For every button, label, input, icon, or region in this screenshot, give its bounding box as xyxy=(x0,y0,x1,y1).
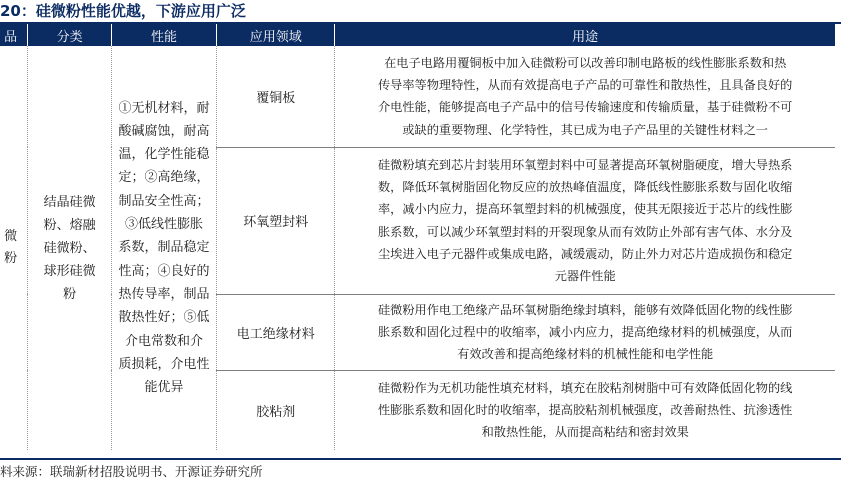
bottom-rule xyxy=(0,458,841,460)
field-ccl: 覆铜板 xyxy=(256,90,296,106)
header-use: 用途 xyxy=(335,24,835,46)
table-row xyxy=(0,46,835,147)
source-note: 料来源：联瑞新材招股说明书、开源证券研究所 xyxy=(0,464,263,479)
field-insulation: 电工绝缘材料 xyxy=(236,326,315,342)
use-insulation: 硅微粉用作电工绝缘产品环氧树脂绝缘封填料，能够有效降低固化物的线性膨 胀系数和固化过程中的收缩率，减小内应力，提高绝缘材料的机械强度，从而 有效改善和提高绝缘材料的机械性能和电学性能 xyxy=(377,302,793,362)
silica-application-table xyxy=(0,24,835,450)
use-cell-emc xyxy=(335,147,835,294)
use-ccl: 在电子电路用覆铜板中加入硅微粉可以改善印制电路板的线性膨胀系数和热 传导率等物理特性，从而有效提高电子产品的可靠性和散热性，且具备良好的 介电性能，能够提高电子产品中的信号传输速度和传输质量，基于硅微粉不可 或缺的重要物理、化学特性，其已成为电子产品里的关键性材料之一 xyxy=(377,55,793,137)
performance-cell xyxy=(111,46,216,450)
header-product: 品 xyxy=(0,24,28,46)
use-emc: 硅微粉填充到芯片封装用环氧塑封料中可显著提高环氧树脂硬度，增大导热系 数，降低环氧树脂固化物反应的放热峰值温度，降低线性膨胀系数与固化收缩 率，减小内应力，提高环氧塑封料的机械强度，使其无限接近于芯片的线性膨 胀系数，可以减少环氧塑封料的开裂现象从而有效防止外部有害气体、水分及 尘埃进入电子元器件或集成电路，减缓震动，防止外力对芯片造成损伤和稳定 元器件性能 xyxy=(377,157,793,284)
use-cell-ccl xyxy=(335,46,835,147)
header-field: 应用领域 xyxy=(217,24,335,46)
field-emc: 环氧塑封料 xyxy=(243,215,309,230)
category-text: 结晶硅微 粉、熔融 硅微粉、 球形硅微 粉 xyxy=(43,194,96,302)
product-name xyxy=(0,46,28,450)
table-header-row xyxy=(0,24,835,46)
use-cell-insulation xyxy=(335,294,835,370)
use-adhesive: 硅微粉作为无机功能性填充材料，填充在胶粘剂树脂中可有效降低固化物的线 性膨胀系数和固化时的收缩率，提高胶粘剂机械强度，改善耐热性、抗渗透性 和散热性能，从而提高粘结和密封效果 xyxy=(377,380,793,440)
field-cell-ccl xyxy=(217,46,335,147)
performance-text: ①无机材料，耐 酸碱腐蚀，耐高 温，化学性能稳 定；②高绝缘， 制品安全性高； ③低线性膨胀 系数，制品稳定 性高；④良好的 热传导率，制品 散热性好；⑤低 介电常数和介 质损耗，介电性 能优异 xyxy=(118,100,210,396)
table-title: 20：硅微粉性能优越，下游应用广泛 xyxy=(0,2,246,20)
header-category: 分类 xyxy=(28,24,112,46)
header-performance: 性能 xyxy=(111,24,216,46)
field-adhesive: 胶粘剂 xyxy=(256,404,296,420)
use-cell-adhesive xyxy=(335,370,835,450)
field-cell-insulation xyxy=(217,294,335,370)
category-cell xyxy=(28,46,112,450)
field-cell-adhesive xyxy=(217,370,335,450)
product-name-text: 微 粉 xyxy=(4,229,18,266)
field-cell-emc xyxy=(217,147,335,294)
